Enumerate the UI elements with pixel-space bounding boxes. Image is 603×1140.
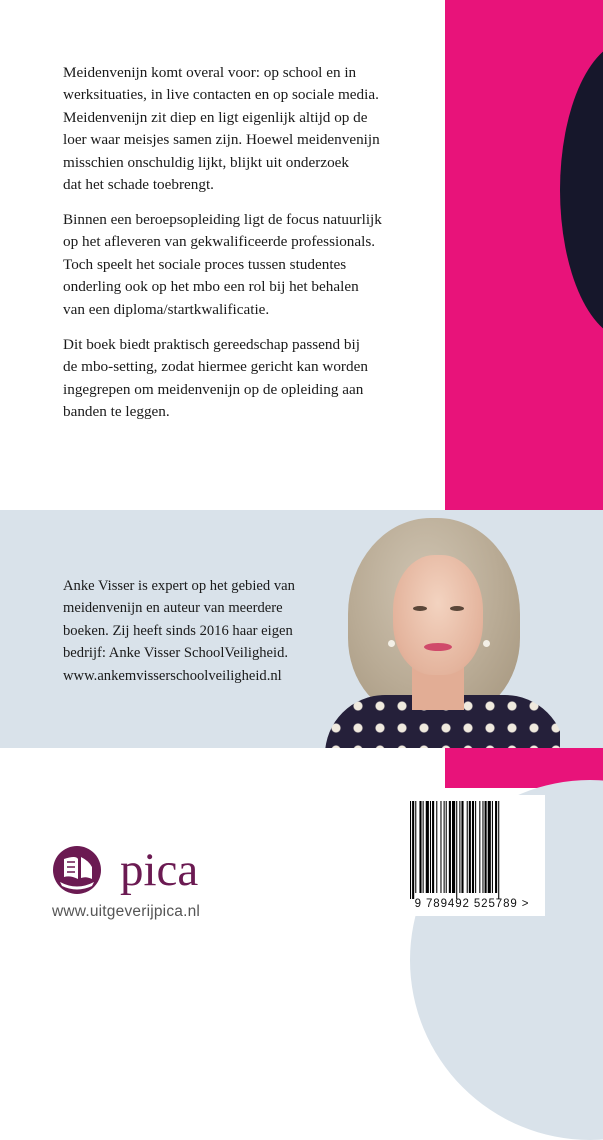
- author-website: www.ankemvisserschoolveiligheid.nl: [63, 667, 282, 684]
- bio-line: Anke Visser is expert op het gebied van: [63, 578, 295, 594]
- bio-line: bedrijf: Anke Visser SchoolVeiligheid.: [63, 645, 289, 662]
- text-line: Toch speelt het sociale proces tussen studentes: [63, 255, 347, 273]
- barcode-bar: [485, 801, 487, 893]
- barcode-bar: [459, 801, 460, 893]
- text-line: werksituaties, in live contacten en op sociale media.: [63, 86, 379, 104]
- barcode-bar: [479, 801, 480, 893]
- barcode-bar: [419, 801, 421, 893]
- text-line: Meidenvenijn zit diep en ligt eigenlijk altijd op de: [63, 108, 368, 126]
- focus-paragraph: [63, 209, 443, 321]
- text-line: Dit boek biedt praktisch gereedschap passend bij: [63, 336, 360, 353]
- portrait-earring: [483, 640, 490, 647]
- barcode-bar: [444, 801, 445, 893]
- portrait-eye: [450, 606, 464, 611]
- text-line: dat het schade toebrengt.: [63, 176, 214, 194]
- barcode-bar: [423, 801, 424, 893]
- barcode-bar: [436, 801, 437, 893]
- barcode-bar: [472, 801, 474, 893]
- portrait-earring: [388, 640, 395, 647]
- barcode-bar: [498, 801, 499, 899]
- barcode-bars: [410, 801, 542, 899]
- text-line: misschien onschuldig lijkt, blijkt uit onderzoek: [63, 153, 349, 171]
- text-line: onderling ook op het mbo een rol bij het behalen: [63, 278, 359, 296]
- barcode-bar: [482, 801, 483, 893]
- text-line: de mbo-setting, zodat hiermee gericht kan worden: [63, 358, 368, 376]
- barcode-bar: [446, 801, 447, 893]
- text-line: Binnen een beroepsopleiding ligt de focus natuurlijk: [63, 211, 382, 228]
- barcode-bar: [410, 801, 411, 899]
- portrait-lips: [424, 643, 452, 651]
- barcode-bar: [461, 801, 463, 893]
- barcode-bar: [488, 801, 491, 893]
- barcode-bar: [467, 801, 468, 893]
- portrait-eye: [413, 606, 427, 611]
- barcode-bar: [452, 801, 455, 893]
- text-line: op het afleveren van gekwalificeerde professionals.: [63, 233, 376, 251]
- barcode-bar: [440, 801, 441, 893]
- barcode-bar: [430, 801, 431, 893]
- isbn-barcode: [399, 795, 545, 916]
- barcode-bar: [426, 801, 429, 893]
- barcode-bar: [475, 801, 476, 893]
- isbn-number: 9 789492 525789 >: [414, 898, 530, 910]
- text-line: loer waar meisjes samen zijn. Hoewel meidenvenijn: [63, 131, 380, 149]
- barcode-bar: [456, 801, 457, 899]
- barcode-bar: [492, 801, 493, 893]
- barcode-bar: [469, 801, 471, 893]
- barcode-bar: [432, 801, 434, 893]
- barcode-bar: [495, 801, 497, 893]
- publisher-logo: [52, 842, 227, 902]
- barcode-bar: [412, 801, 414, 899]
- text-line: ingegrepen om meidenvenijn op de opleiding aan: [63, 380, 364, 398]
- text-line: van een diploma/startkwalificatie.: [63, 300, 270, 318]
- author-bio: [63, 575, 353, 687]
- sailing-ship-logo-icon: [52, 845, 102, 895]
- bio-line: meidenvenijn en auteur van meerdere: [63, 600, 283, 617]
- text-line: Meidenvenijn komt overal voor: op school en in: [63, 64, 357, 81]
- intro-paragraph: [63, 62, 443, 196]
- portrait-face: [393, 555, 483, 675]
- text-line: banden te leggen.: [63, 403, 170, 421]
- book-purpose-paragraph: [63, 334, 443, 424]
- barcode-bar: [449, 801, 451, 893]
- publisher-name: pica: [120, 844, 199, 896]
- barcode-bar: [415, 801, 416, 893]
- publisher-url: www.uitgeverijpica.nl: [52, 903, 201, 920]
- bio-line: boeken. Zij heeft sinds 2016 haar eigen: [63, 622, 293, 639]
